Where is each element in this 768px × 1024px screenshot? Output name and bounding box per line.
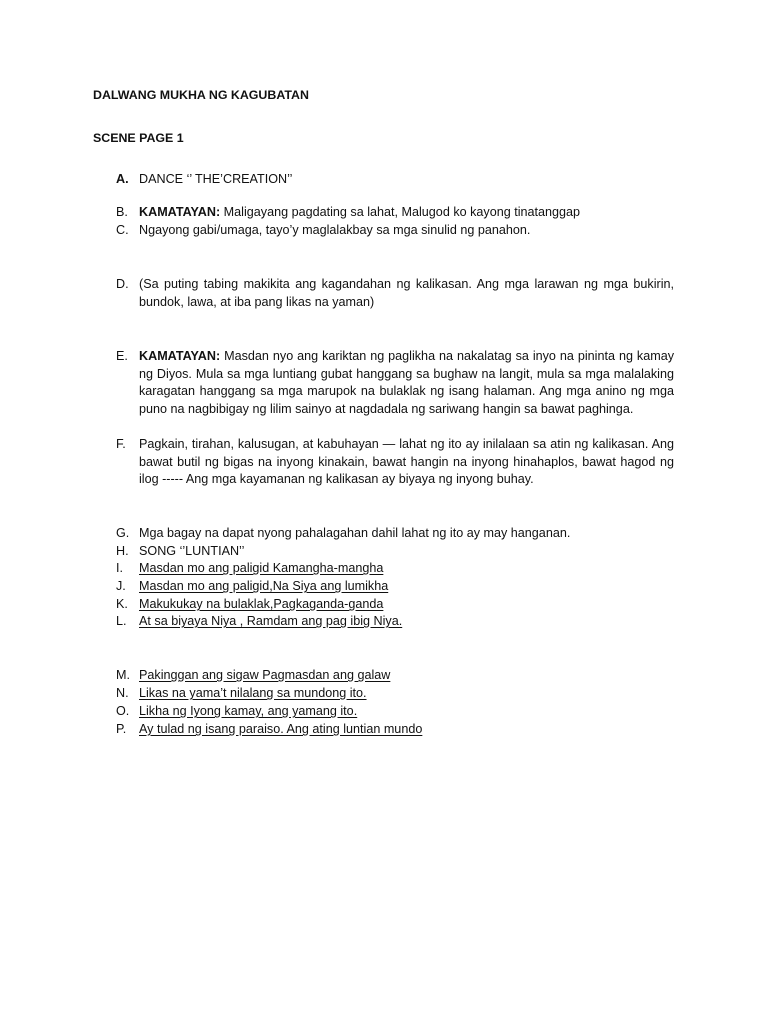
- list-item-j: [116, 578, 674, 596]
- list-marker: D.: [116, 277, 129, 291]
- lyric-line: [139, 685, 674, 703]
- list-marker: N.: [116, 686, 129, 700]
- document-title: DALWANG MUKHA NG KAGUBATAN: [93, 88, 309, 102]
- dialogue-text: Masdan nyo ang kariktan ng paglikha na nakalatag sa inyo na pininta ng kamay ng Diyos. Mula sa mga luntiang gubat hanggang sa bughaw na langit, mula sa mga malalaking karagatan hanggang sa mga marupok na bulaklak ng isang halaman. Ang mga anino ng mga puno na nagbibigay ng lilim sainyo at nagdadala ng sariwang hangin sa bawat paghinga.: [139, 349, 674, 416]
- list-marker: E.: [116, 349, 128, 363]
- list-marker: O.: [116, 704, 130, 718]
- list-marker: L.: [116, 614, 127, 628]
- list-item-p: [116, 721, 674, 739]
- list-item-c: [116, 222, 674, 240]
- item-text: Mga bagay na dapat nyong pahalagahan dahil lahat ng ito ay may hanganan.: [139, 526, 571, 540]
- list-marker: H.: [116, 544, 129, 558]
- list-marker: B.: [116, 205, 128, 219]
- list-item-o: [116, 703, 674, 721]
- lyric-line: [139, 667, 674, 685]
- list-item-m: [116, 667, 674, 685]
- list-item-e: [116, 348, 674, 418]
- list-item-b: [116, 204, 674, 222]
- item-text: DANCE ‘’ THE’CREATION’’: [139, 172, 293, 186]
- list-marker: G.: [116, 526, 130, 540]
- lyric-text: Masdan mo ang paligid,Na Siya ang lumikha: [139, 579, 389, 593]
- lyric-line: [139, 721, 674, 739]
- list-marker: F.: [116, 437, 126, 451]
- item-text: (Sa puting tabing makikita ang kagandahan ng kalikasan. Ang mga larawan ng mga bukirin, bundok, lawa, at iba pang likas na yaman): [139, 277, 674, 309]
- lyric-line: [139, 578, 674, 596]
- item-text: SONG ‘’LUNTIAN’’: [139, 544, 245, 558]
- list-item-i: [116, 560, 674, 578]
- list-marker: I.: [116, 561, 123, 575]
- lyric-text: At sa biyaya Niya , Ramdam ang pag ibig Niya.: [139, 614, 403, 628]
- speaker-label: KAMATAYAN:: [139, 205, 221, 219]
- list-item-d: [116, 276, 674, 311]
- list-item-n: [116, 685, 674, 703]
- list-item-f: [116, 436, 674, 489]
- list-marker: J.: [116, 579, 126, 593]
- list-item-h: [116, 543, 674, 561]
- item-text: [139, 204, 674, 222]
- lyric-text: Ay tulad ng isang paraiso. Ang ating luntian mundo: [139, 722, 423, 736]
- speaker-label: KAMATAYAN:: [139, 349, 221, 363]
- lyric-text: Masdan mo ang paligid Kamangha-mangha: [139, 561, 384, 575]
- list-marker: P.: [116, 722, 127, 736]
- dialogue-text: Maligayang pagdating sa lahat, Malugod ko kayong tinatanggap: [220, 205, 581, 219]
- list-item-l: [116, 613, 674, 631]
- list-item-a: [116, 171, 674, 189]
- list-marker: C.: [116, 223, 129, 237]
- lyric-text: Likas na yama’t nilalang sa mundong ito.: [139, 686, 367, 700]
- lyric-line: [139, 596, 674, 614]
- lyric-text: Makukukay na bulaklak,Pagkaganda-ganda: [139, 597, 384, 611]
- lyric-line: [139, 703, 674, 721]
- list-marker: K.: [116, 597, 128, 611]
- scene-heading: SCENE PAGE 1: [93, 131, 184, 145]
- lyric-line: [139, 613, 674, 631]
- item-text: [139, 348, 674, 418]
- lyric-line: [139, 560, 674, 578]
- list-item-g: [116, 525, 674, 543]
- lyric-text: Pakinggan ang sigaw Pagmasdan ang galaw: [139, 668, 391, 682]
- lyric-text: Likha ng Iyong kamay, ang yamang ito.: [139, 704, 358, 718]
- item-text: Pagkain, tirahan, kalusugan, at kabuhayan — lahat ng ito ay inilalaan sa atin ng kalikasan. Ang bawat butil ng bigas na inyong kinakain, bawat hangin na inyong hinahaplos, bawat hagod ng ilog ----- Ang mga kayamanan ng kalikasan ay biyaya ng inyong buhay.: [139, 437, 674, 487]
- list-marker: A.: [116, 172, 129, 186]
- list-marker: M.: [116, 668, 130, 682]
- list-item-k: [116, 596, 674, 614]
- item-text: Ngayong gabi/umaga, tayo’y maglalakbay sa mga sinulid ng panahon.: [139, 223, 531, 237]
